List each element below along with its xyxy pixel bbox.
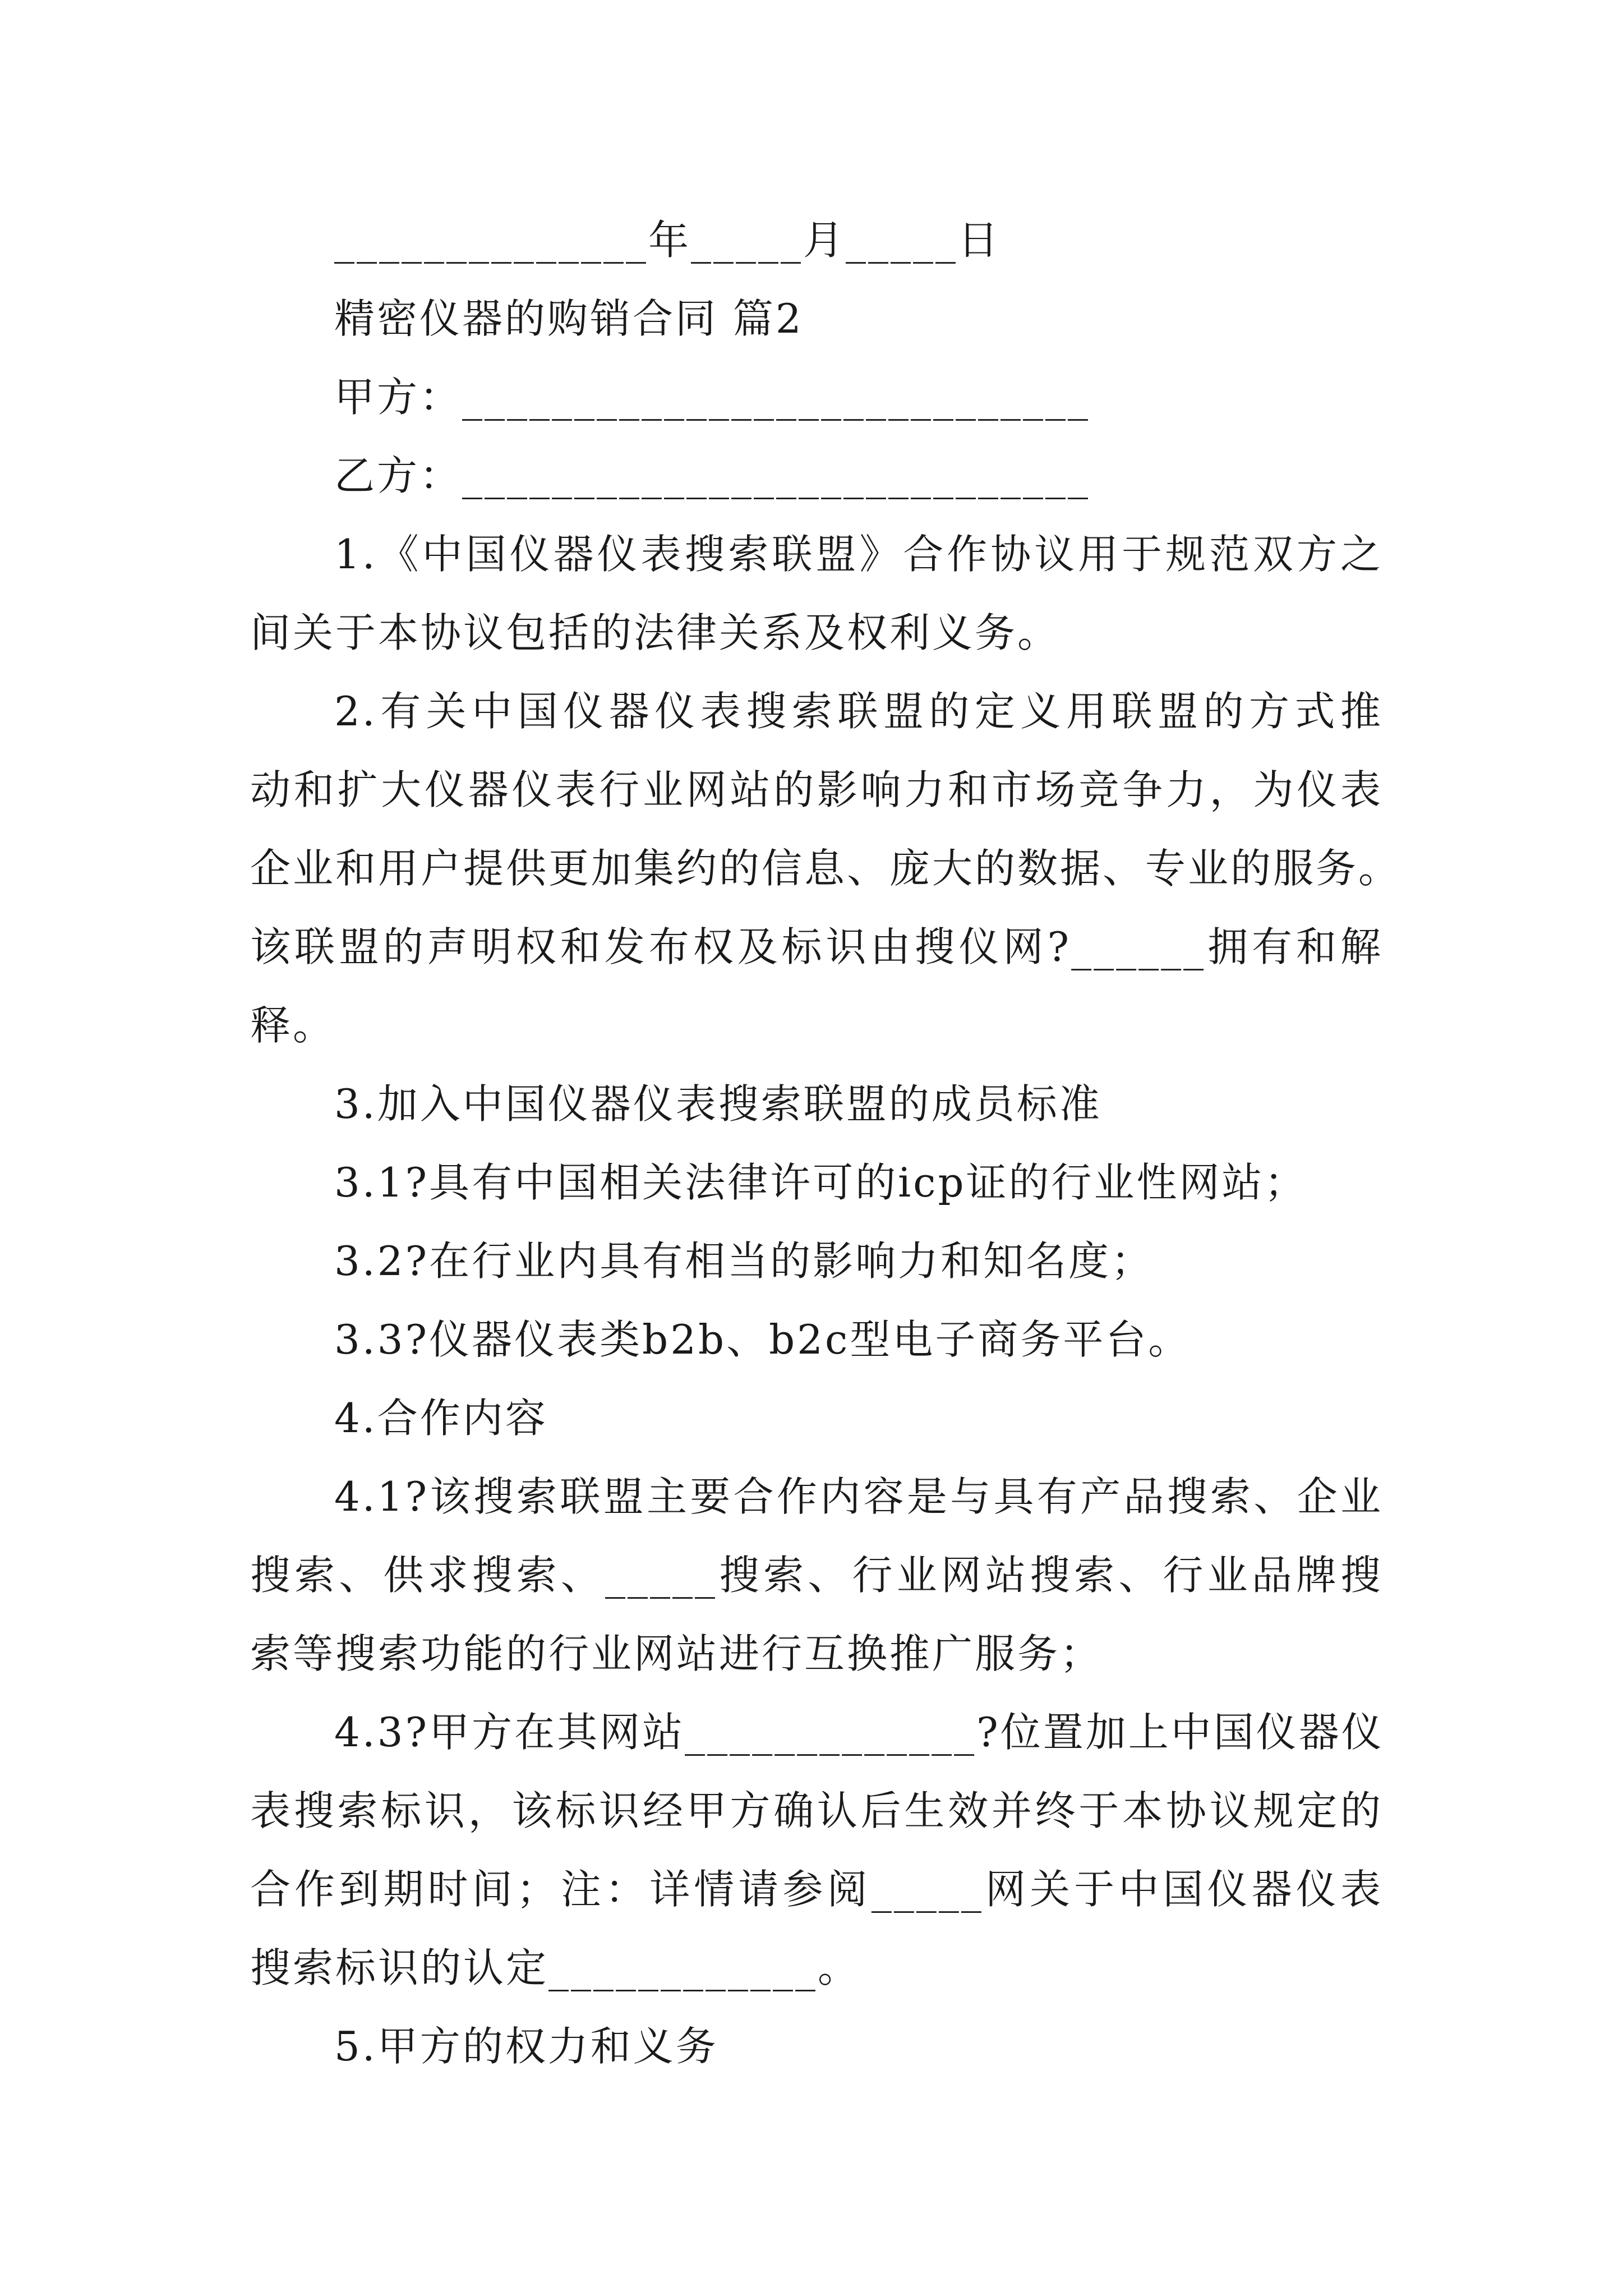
party-a-line: 甲方：____________________________ [334, 374, 1091, 421]
clause-3-2: 3.2?在行业内具有相当的影响力和知名度； [334, 1237, 1154, 1285]
clause-2-line-5: 释。 [250, 1002, 336, 1049]
clause-2-line-3: 企业和用户提供更加集约的信息、庞大的数据、专业的服务。 [250, 845, 1401, 892]
clause-4-heading: 4.合作内容 [334, 1395, 548, 1442]
clause-4-3-line-4: 搜索标识的认定____________。 [250, 1944, 861, 1991]
clause-2-line-4: 该联盟的声明权和发布权及标识由搜仪网?______拥有和解 [250, 923, 1383, 970]
clause-3-heading: 3.加入中国仪器仪表搜索联盟的成员标准 [334, 1080, 1102, 1128]
clause-4-3-line-1: 4.3?甲方在其网站_____________?位置加上中国仪器仪 [334, 1709, 1384, 1756]
clause-3-1: 3.1?具有中国相关法律许可的icp证的行业性网站； [334, 1159, 1307, 1206]
section-title: 精密仪器的购销合同 篇2 [334, 295, 804, 342]
clause-4-1-line-2: 搜索、供求搜索、_____搜索、行业网站搜索、行业品牌搜 [250, 1552, 1383, 1599]
clause-5-heading: 5.甲方的权力和义务 [334, 2023, 718, 2070]
party-b-line: 乙方：____________________________ [334, 452, 1091, 499]
clause-2-line-1: 2.有关中国仪器仪表搜索联盟的定义用联盟的方式推 [334, 688, 1383, 735]
clause-1-line-2: 间关于本协议包括的法律关系及权利义务。 [250, 609, 1061, 656]
clause-4-3-line-3: 合作到期时间；注：详情请参阅_____网关于中国仪器仪表 [250, 1866, 1383, 1913]
clause-4-3-line-2: 表搜索标识，该标识经甲方确认后生效并终于本协议规定的 [250, 1787, 1383, 1834]
clause-3-3: 3.3?仪器仪表类b2b、b2c型电子商务平台。 [334, 1316, 1191, 1363]
clause-4-1-line-1: 4.1?该搜索联盟主要合作内容是与具有产品搜索、企业 [334, 1473, 1383, 1520]
clause-2-line-2: 动和扩大仪器仪表行业网站的影响力和市场竞争力，为仪表 [250, 766, 1383, 813]
clause-1-line-1: 1.《中国仪器仪表搜索联盟》合作协议用于规范双方之 [334, 531, 1383, 578]
clause-4-1-line-3: 索等搜索功能的行业网站进行互换推广服务； [250, 1630, 1103, 1677]
date-line: ______________年_____月_____日 [334, 217, 1000, 264]
